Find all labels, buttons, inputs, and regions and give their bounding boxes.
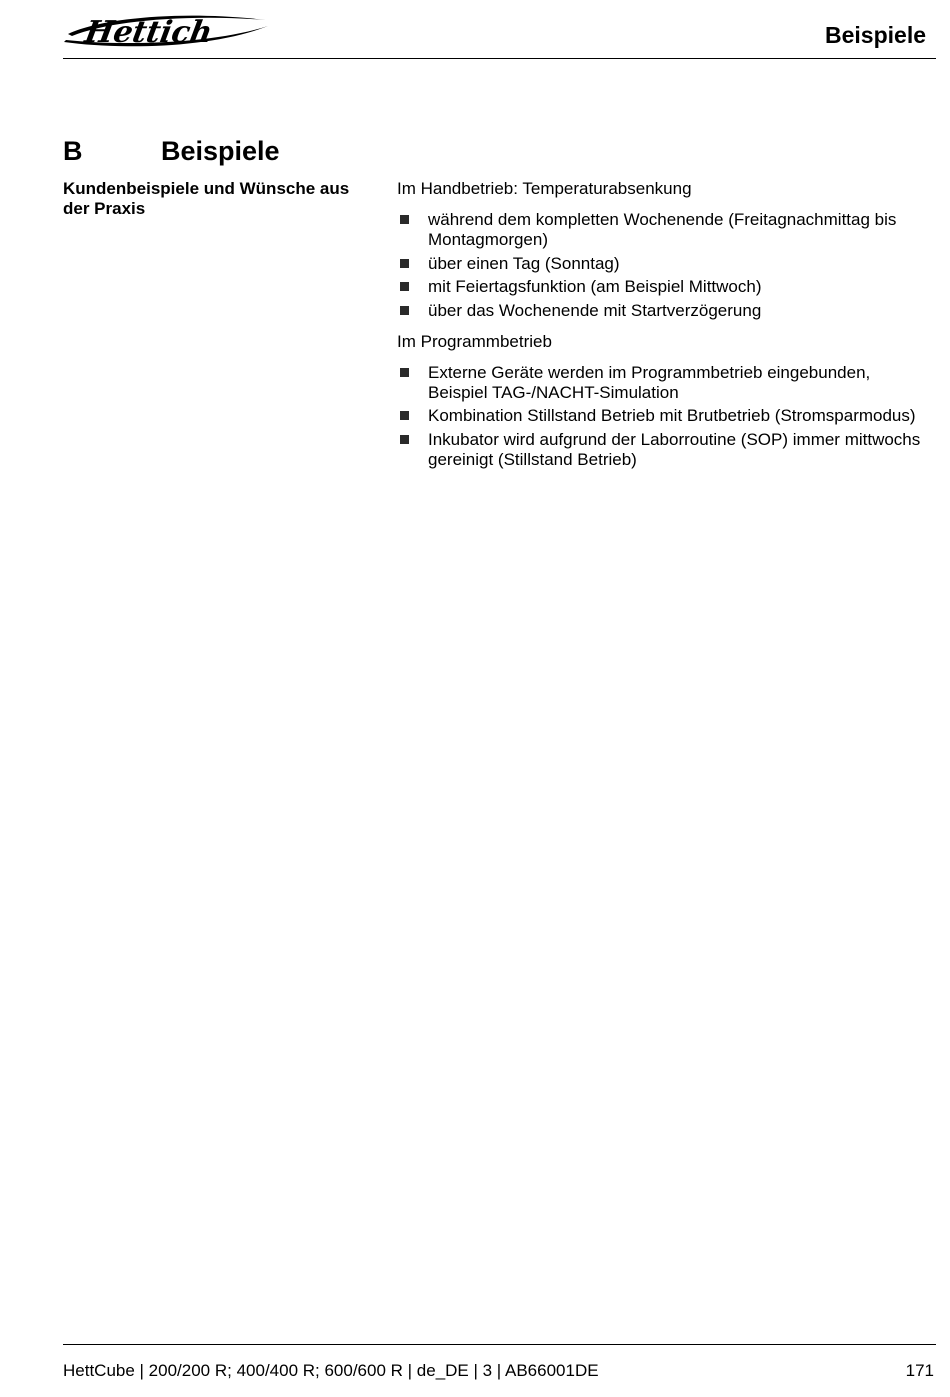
header-rule [63, 58, 936, 59]
list-item [397, 254, 932, 274]
list-item-text: Kombination Stillstand Betrieb mit Brutbetrieb (Stromsparmodus) [428, 406, 916, 425]
list-item-text: mit Feiertagsfunktion (am Beispiel Mittwoch) [428, 277, 762, 296]
list-item [397, 210, 932, 250]
manual-operation-list [397, 210, 932, 321]
list-item [397, 430, 932, 470]
section-title: Beispiele [161, 136, 280, 166]
content-body [397, 179, 932, 481]
list-item-text: während dem kompletten Wochenende (Freitagnachmittag bis Montagmorgen) [428, 210, 897, 249]
list-item-text: über das Wochenende mit Startverzögerung [428, 300, 762, 320]
list-item-text: Inkubator wird aufgrund der Laborroutine (SOP) immer mittwochs gereinigt (Stillstand Betrieb) [428, 429, 921, 469]
list-item-text: Externe Geräte werden im Programmbetrieb eingebunden, Beispiel TAG-/NACHT-Simulation [428, 362, 871, 402]
svg-text:Hettich: Hettich [82, 15, 215, 50]
footer-rule [63, 1344, 936, 1345]
list-item [397, 363, 932, 403]
list-item [397, 277, 932, 297]
list-item-text: über einen Tag (Sonntag) [428, 253, 620, 273]
manual-operation-intro: Im Handbetrieb: Temperaturabsenkung [397, 179, 692, 198]
hettich-logo [62, 6, 272, 50]
list-item [397, 301, 932, 321]
program-operation-list [397, 363, 932, 470]
page-number: 171 [905, 1361, 934, 1380]
bullet-square-icon [400, 435, 409, 444]
bullet-square-icon [400, 368, 409, 377]
footer-document-info: HettCube | 200/200 R; 400/400 R; 600/600 R | de_DE | 3 | AB66001DE [63, 1361, 599, 1380]
running-header-title: Beispiele [825, 22, 926, 48]
bullet-square-icon [400, 306, 409, 315]
bullet-square-icon [400, 282, 409, 291]
bullet-square-icon [400, 411, 409, 420]
program-operation-intro: Im Programmbetrieb [397, 331, 552, 351]
bullet-square-icon [400, 259, 409, 268]
bullet-square-icon [400, 215, 409, 224]
section-letter: B [63, 136, 83, 166]
side-heading: Kundenbeispiele und Wünsche aus der Praxis [63, 179, 350, 218]
list-item [397, 406, 932, 426]
